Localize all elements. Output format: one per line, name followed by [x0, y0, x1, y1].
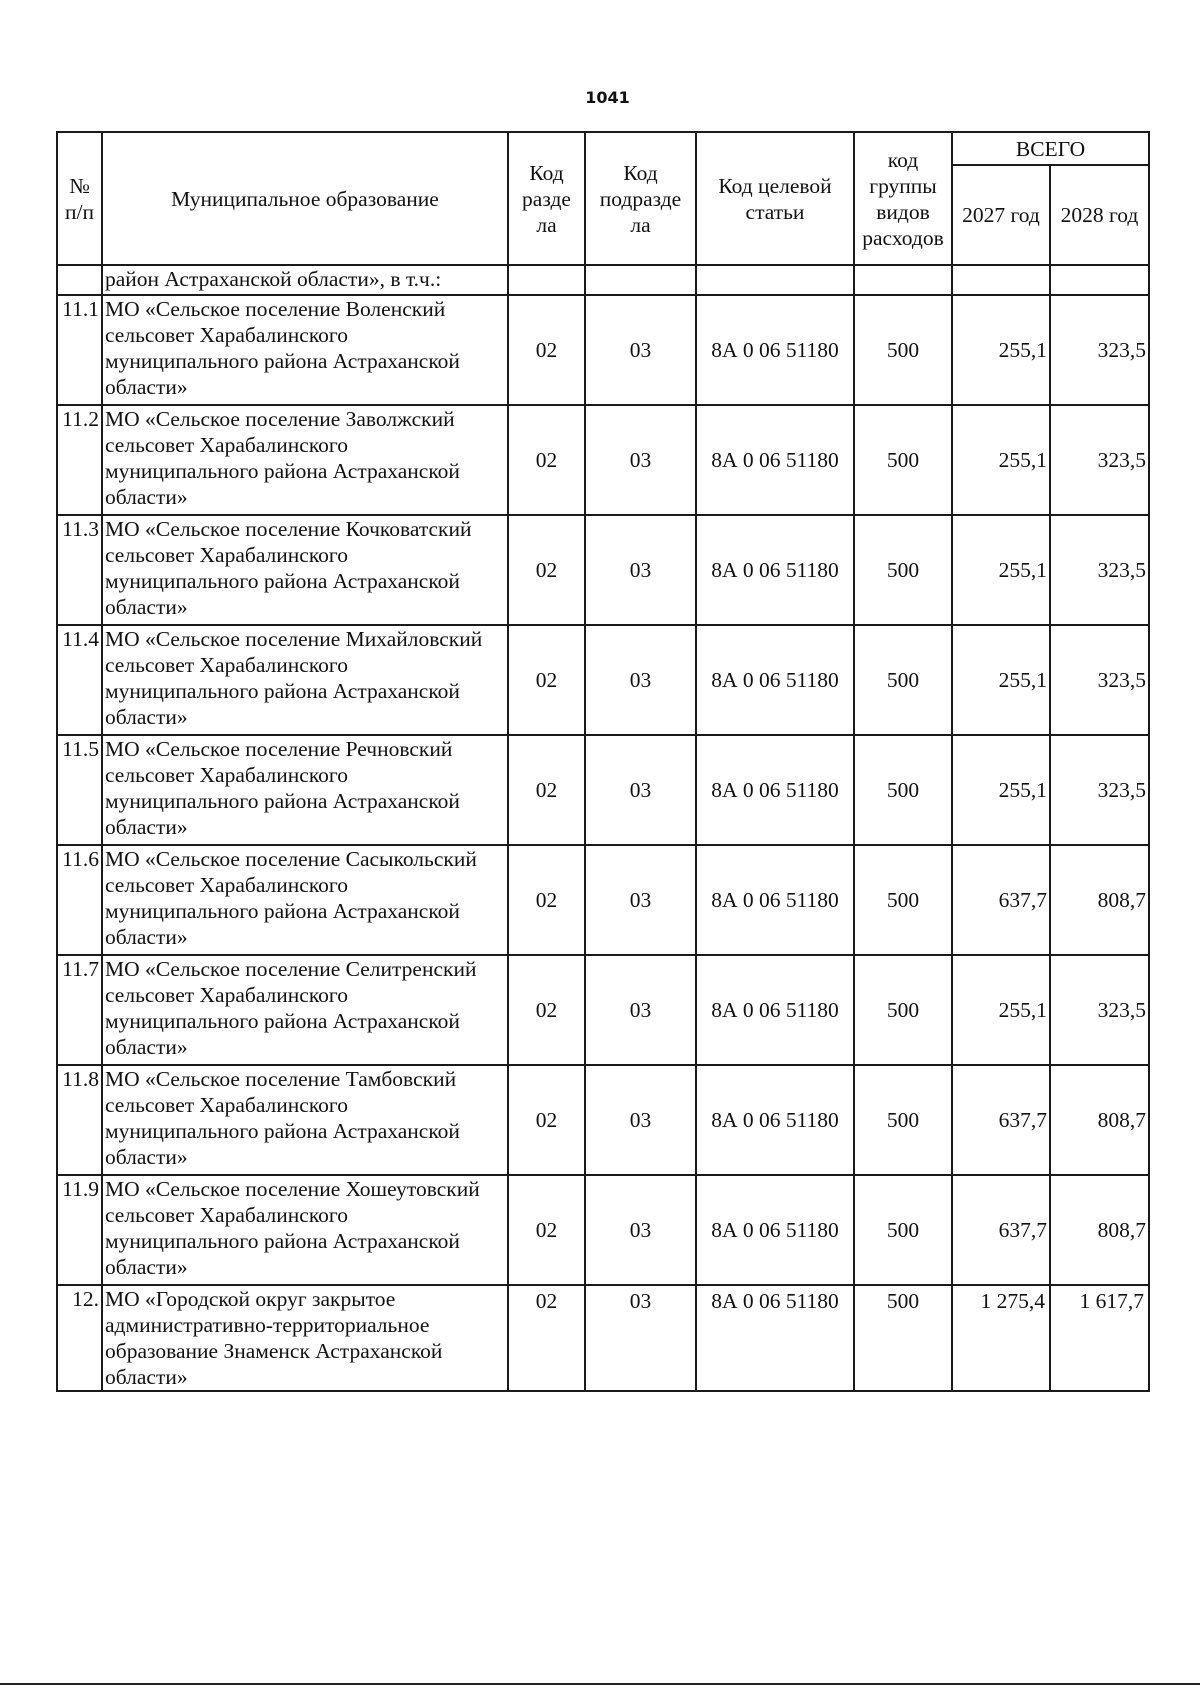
header-year-2028: 2028 год — [1050, 165, 1149, 265]
cell-amount-2027: 255,1 — [952, 295, 1050, 405]
cell-number: 11.4 — [57, 625, 102, 735]
cell-section-code: 02 — [508, 295, 585, 405]
cell-expense-group: 500 — [854, 625, 952, 735]
cell-number: 11.7 — [57, 955, 102, 1065]
cell-amount-2028: 808,7 — [1050, 1065, 1149, 1175]
table-row — [57, 625, 1149, 735]
cell-municipality: МО «Городской округ закрытое административно-территориальное образование Знаменск Астраханской области» — [102, 1285, 508, 1391]
table-row — [57, 1175, 1149, 1285]
header-municipality: Муниципальное образование — [102, 132, 508, 265]
cell-subsection-code: 03 — [585, 1175, 696, 1285]
cell-amount-2028: 808,7 — [1050, 845, 1149, 955]
cell-subsection-code: 03 — [585, 845, 696, 955]
cell-subsection-code: 03 — [585, 515, 696, 625]
header-number: № п/п — [57, 132, 102, 265]
cell-target-code: 8А 0 06 51180 — [696, 735, 854, 845]
cell-section-code: 02 — [508, 955, 585, 1065]
cell-section-code: 02 — [508, 405, 585, 515]
cell-target-code: 8А 0 06 51180 — [696, 845, 854, 955]
cell-municipality: МО «Сельское поселение Михайловский сельсовет Харабалинского муниципального района Астраханской области» — [102, 625, 508, 735]
cell-amount-2028: 808,7 — [1050, 1175, 1149, 1285]
cell-number: 11.8 — [57, 1065, 102, 1175]
cell-target-code: 8А 0 06 51180 — [696, 515, 854, 625]
header-subsection-code: Код подразде ла — [585, 132, 696, 265]
table-row — [57, 515, 1149, 625]
cell-subsection-code: 03 — [585, 1285, 696, 1391]
cell-section-code: 02 — [508, 845, 585, 955]
cell-expense-group: 500 — [854, 955, 952, 1065]
cell-amount-2028: 323,5 — [1050, 735, 1149, 845]
table-row — [57, 1285, 1149, 1391]
table-row — [57, 295, 1149, 405]
table-row — [57, 845, 1149, 955]
cell-amount-2027: 255,1 — [952, 515, 1050, 625]
cell-number: 11.3 — [57, 515, 102, 625]
budget-table — [56, 131, 1150, 1392]
cell-number: 11.5 — [57, 735, 102, 845]
cell-subsection-code: 03 — [585, 405, 696, 515]
cell-municipality: МО «Сельское поселение Сасыкольский сельсовет Харабалинского муниципального района Астраханской области» — [102, 845, 508, 955]
cell-municipality: МО «Сельское поселение Заволжский сельсовет Харабалинского муниципального района Астраханской области» — [102, 405, 508, 515]
header-section-code: Код разде ла — [508, 132, 585, 265]
header-target-code: Код целевой статьи — [696, 132, 854, 265]
header-year-2027: 2027 год — [952, 165, 1050, 265]
continuation-row — [57, 265, 1149, 295]
cell-number: 11.9 — [57, 1175, 102, 1285]
table-row — [57, 735, 1149, 845]
cell-amount-2027: 255,1 — [952, 735, 1050, 845]
cell-expense-group: 500 — [854, 295, 952, 405]
header-total: ВСЕГО — [952, 132, 1149, 165]
cell-section-code: 02 — [508, 735, 585, 845]
cell-number: 11.6 — [57, 845, 102, 955]
cell-number — [57, 265, 102, 295]
cell-municipality: МО «Сельское поселение Воленский сельсовет Харабалинского муниципального района Астраханской области» — [102, 295, 508, 405]
footer-divider — [0, 1683, 1200, 1685]
cell-amount-2028: 323,5 — [1050, 625, 1149, 735]
cell-expense-group: 500 — [854, 735, 952, 845]
page-number: 1041 — [585, 88, 630, 107]
cell-section-code: 02 — [508, 1065, 585, 1175]
table-row — [57, 955, 1149, 1065]
cell-target-code: 8А 0 06 51180 — [696, 405, 854, 515]
cell-section-code: 02 — [508, 625, 585, 735]
cell-amount-2028: 323,5 — [1050, 405, 1149, 515]
cell-subsection-code: 03 — [585, 625, 696, 735]
cell-section-code: 02 — [508, 1285, 585, 1391]
cell-target-code: 8А 0 06 51180 — [696, 295, 854, 405]
cell-amount-2027: 1 275,4 — [952, 1285, 1050, 1391]
cell-expense-group: 500 — [854, 1175, 952, 1285]
cell-number: 12. — [57, 1285, 102, 1391]
cell-target-code: 8А 0 06 51180 — [696, 625, 854, 735]
cell-number: 11.1 — [57, 295, 102, 405]
continuation-text: район Астраханской области», в т.ч.: — [102, 265, 508, 295]
cell-target-code: 8А 0 06 51180 — [696, 955, 854, 1065]
cell-amount-2027: 637,7 — [952, 845, 1050, 955]
cell-municipality: МО «Сельское поселение Хошеутовский сельсовет Харабалинского муниципального района Астраханской области» — [102, 1175, 508, 1285]
cell-subsection-code: 03 — [585, 295, 696, 405]
cell-subsection-code: 03 — [585, 1065, 696, 1175]
cell-municipality: МО «Сельское поселение Селитренский сельсовет Харабалинского муниципального района Астраханской области» — [102, 955, 508, 1065]
cell-target-code: 8А 0 06 51180 — [696, 1285, 854, 1391]
cell-expense-group: 500 — [854, 405, 952, 515]
cell-amount-2027: 637,7 — [952, 1175, 1050, 1285]
header-expense-group: код группы видов расходов — [854, 132, 952, 265]
cell-number: 11.2 — [57, 405, 102, 515]
cell-amount-2027: 637,7 — [952, 1065, 1050, 1175]
cell-section-code: 02 — [508, 515, 585, 625]
cell-subsection-code: 03 — [585, 735, 696, 845]
cell-expense-group: 500 — [854, 845, 952, 955]
cell-expense-group: 500 — [854, 1285, 952, 1391]
cell-amount-2028: 323,5 — [1050, 295, 1149, 405]
cell-municipality: МО «Сельское поселение Речновский сельсовет Харабалинского муниципального района Астраханской области» — [102, 735, 508, 845]
cell-target-code: 8А 0 06 51180 — [696, 1175, 854, 1285]
cell-target-code: 8А 0 06 51180 — [696, 1065, 854, 1175]
cell-section-code: 02 — [508, 1175, 585, 1285]
cell-amount-2027: 255,1 — [952, 625, 1050, 735]
cell-municipality: МО «Сельское поселение Кочковатский сельсовет Харабалинского муниципального района Астраханской области» — [102, 515, 508, 625]
cell-amount-2028: 323,5 — [1050, 515, 1149, 625]
cell-amount-2027: 255,1 — [952, 955, 1050, 1065]
cell-municipality: МО «Сельское поселение Тамбовский сельсовет Харабалинского муниципального района Астраханской области» — [102, 1065, 508, 1175]
cell-expense-group: 500 — [854, 515, 952, 625]
table-row — [57, 405, 1149, 515]
cell-amount-2027: 255,1 — [952, 405, 1050, 515]
table-row — [57, 1065, 1149, 1175]
cell-amount-2028: 323,5 — [1050, 955, 1149, 1065]
cell-subsection-code: 03 — [585, 955, 696, 1065]
cell-expense-group: 500 — [854, 1065, 952, 1175]
cell-amount-2028: 1 617,7 — [1050, 1285, 1149, 1391]
